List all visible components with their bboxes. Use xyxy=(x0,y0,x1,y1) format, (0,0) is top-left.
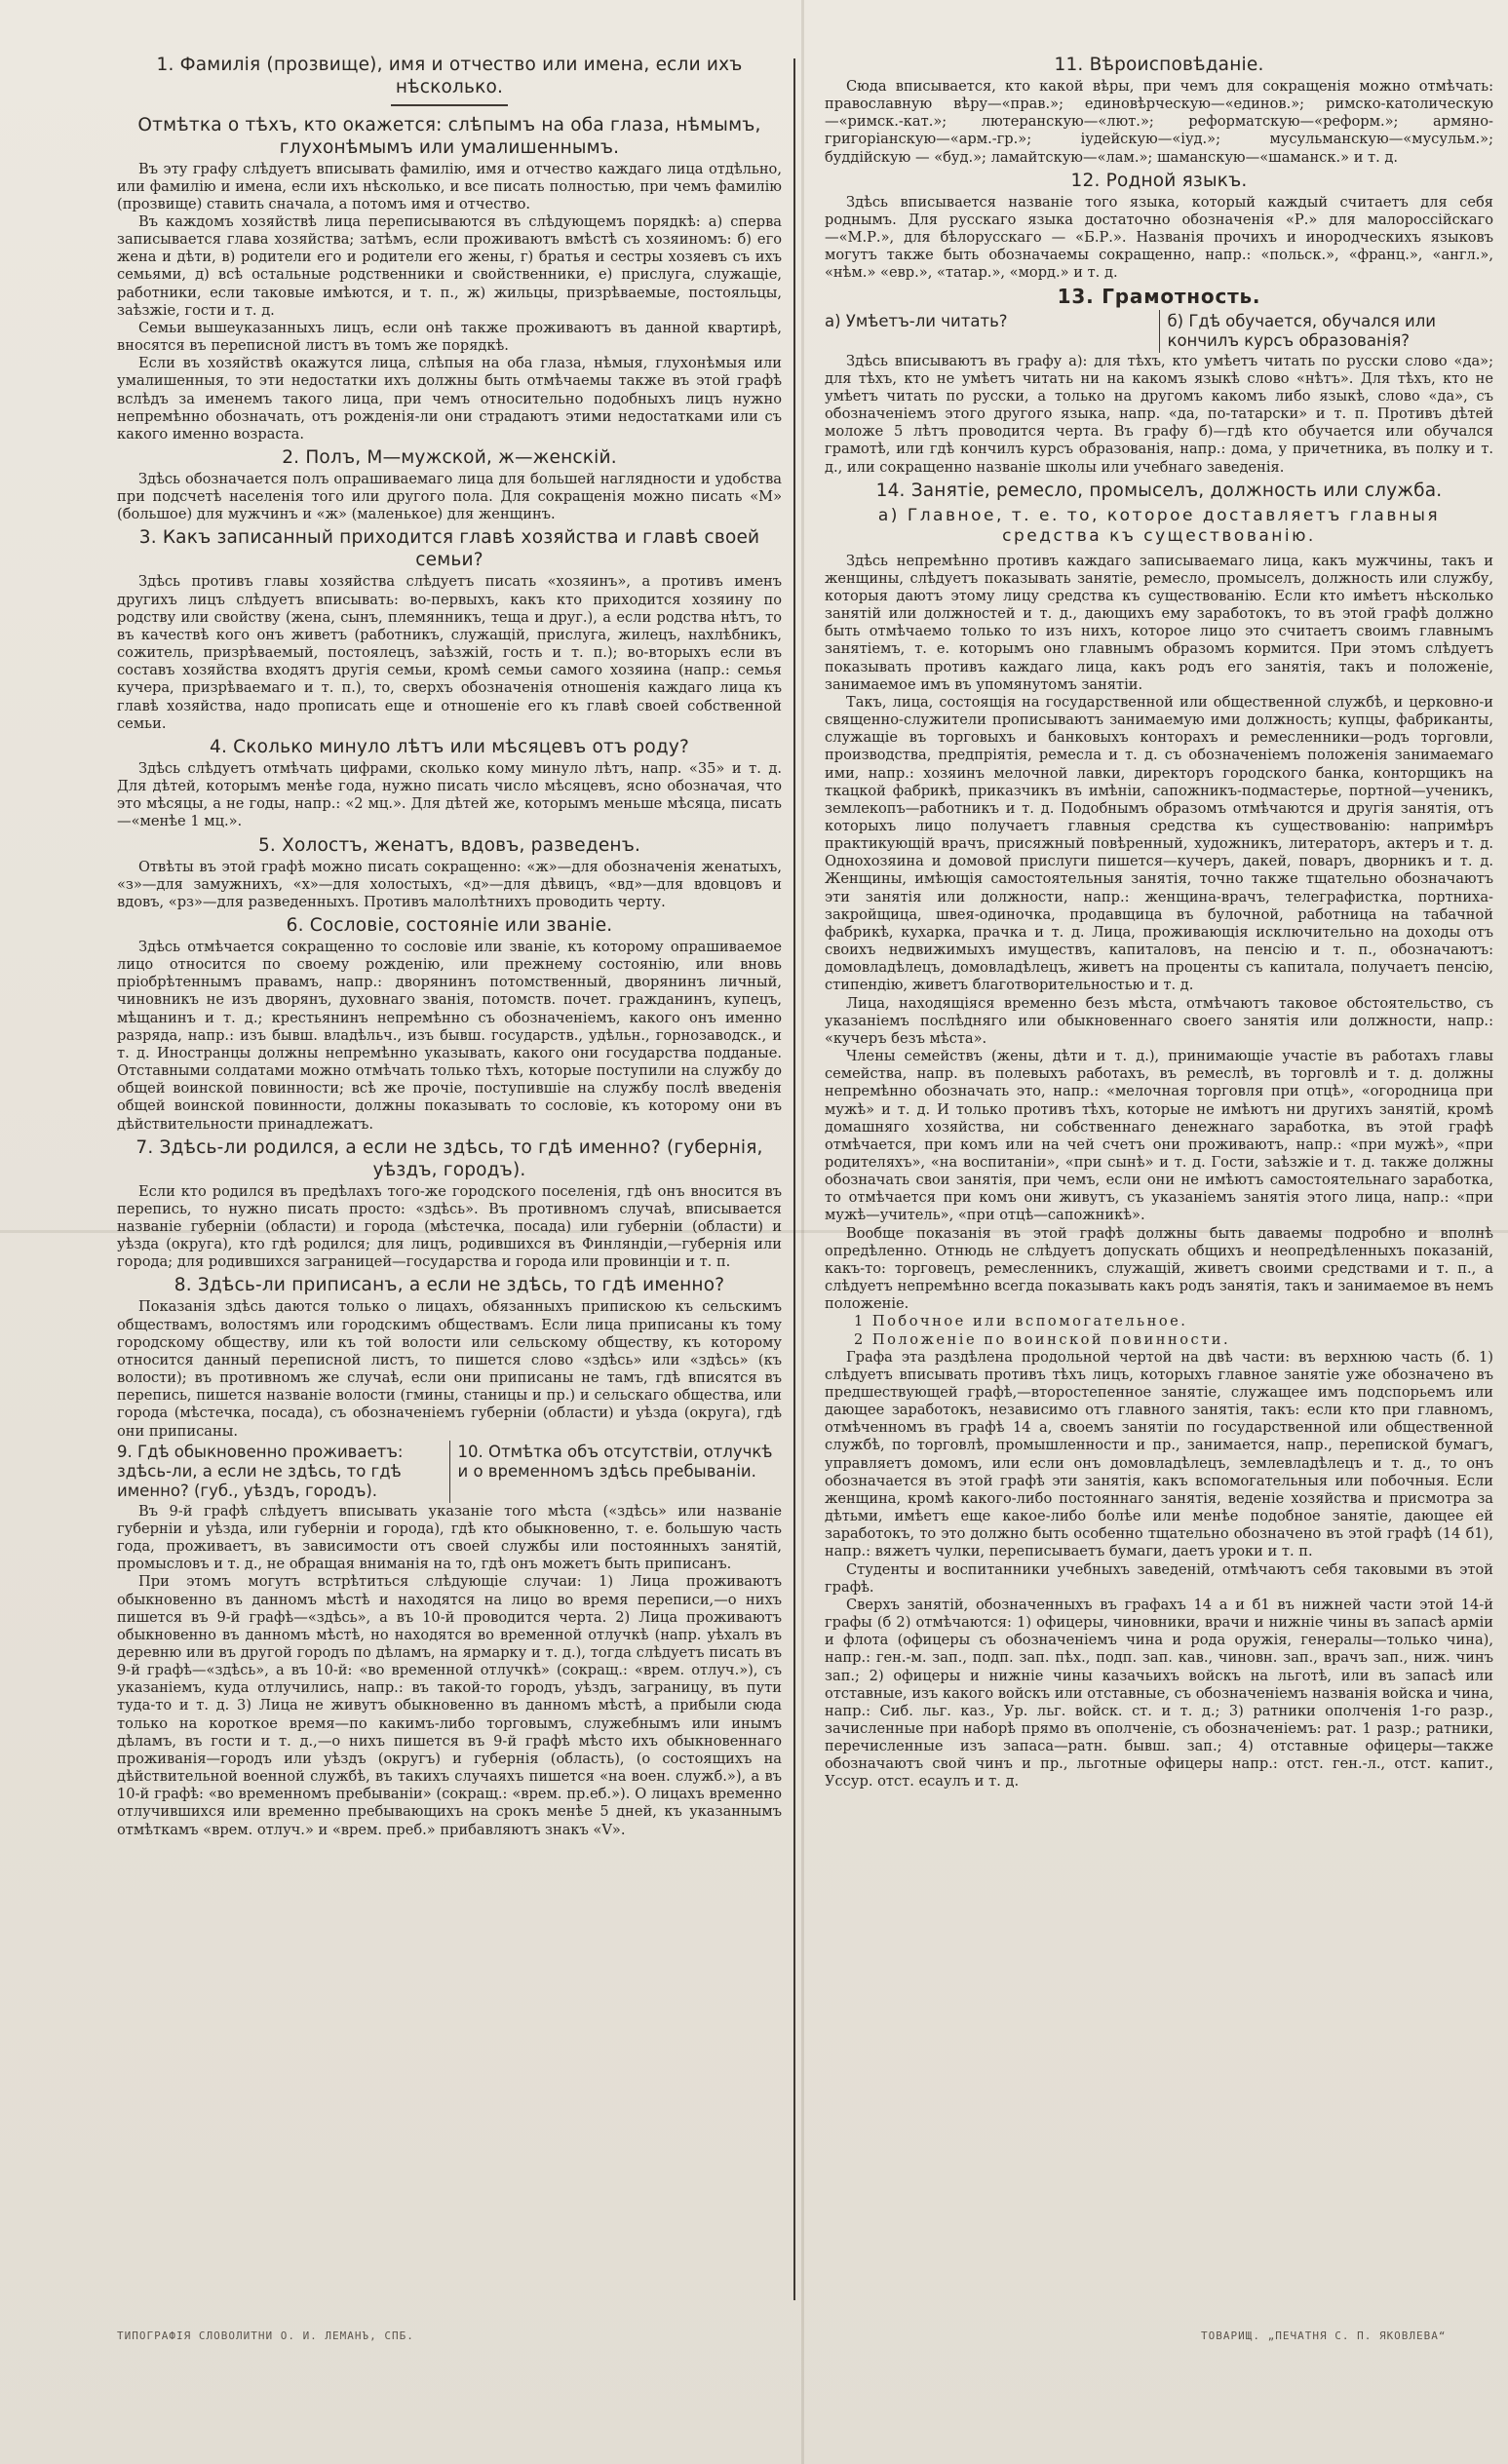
printer-imprint-left: ТИПОГРАФІЯ СЛОВОЛИТНИ О. И. ЛЕМАНЪ, СПБ. xyxy=(117,2329,414,2342)
column-divider xyxy=(793,58,795,2300)
section-14-title: 14. Занятіе, ремесло, промыселъ, должность или служба. xyxy=(875,480,1443,501)
section-14-paragraph: Вообще показанія въ этой графѣ должны быть даваемы подробно и вполнѣ опредѣленно. Отнюдь не слѣдуетъ допускать общихъ и неопредѣленныхъ показаній, какъ-то: торговецъ, ремесленникъ, служащій, живетъ своими средствами и т. п., а слѣдуетъ непремѣнно всегда показывать какъ родъ занятія, такъ и занимаемое въ немъ положеніе. xyxy=(825,1224,1493,1313)
section-8-title: 8. Здѣсь-ли приписанъ, а если не здѣсь, то гдѣ именно? xyxy=(174,1275,725,1296)
section-7-paragraph: Если кто родился въ предѣлахъ того-же городского поселенія, гдѣ онъ вносится въ перепись, то нужно писать просто: «здѣсь». Въ противномъ случаѣ, вписывается названіе губерніи (области) и города (мѣстечка, посада) или губерніи (области) и уѣзда (округа), кто гдѣ родился; для лицъ, родившихся въ Финляндіи,—губернія или города; для родившихся заграницей—государства и города или провинціи и т. п. xyxy=(117,1182,782,1271)
left-column xyxy=(117,51,782,2314)
section-7-title: 7. Здѣсь-ли родился, а если не здѣсь, то гдѣ именно? (губернія, уѣздъ, городъ). xyxy=(135,1136,763,1180)
section-2-title: 2. Полъ, М—мужской, ж—женскій. xyxy=(282,447,617,468)
section-5-paragraph: Отвѣты въ этой графѣ можно писать сокращенно: «ж»—для обозначенія женатыхъ, «з»—для замужнихъ, «х»—для холостыхъ, «д»—для дѣвицъ, «вд»—для вдовцовъ и вдовъ, «рз»—для разведенныхъ. Противъ малолѣтнихъ проводить черту. xyxy=(117,858,782,910)
section-14-paragraph: Лица, находящіяся временно безъ мѣста, отмѣчаютъ таковое обстоятельство, съ указаніемъ послѣдняго или обыкновеннаго своего занятія или должности, напр.: «кучеръ безъ мѣста». xyxy=(825,994,1493,1047)
section-1-subtitle: Отмѣтка о тѣхъ, кто окажется: слѣпымъ на оба глаза, нѣмымъ, глухонѣмымъ или умалишеннымъ. xyxy=(137,114,761,158)
section-13a-title: а) Умѣетъ-ли читать? xyxy=(825,311,1008,330)
section-rule xyxy=(391,104,508,106)
section-13b-title: б) Гдѣ обучается, обучался или кончилъ курсъ образованія? xyxy=(1167,311,1436,350)
section-10-title: 10. Отмѣтка объ отсутствіи, отлучкѣ и о временномъ здѣсь пребываніи. xyxy=(457,1442,773,1481)
section-6-paragraph: Здѣсь отмѣчается сокращенно то сословіе или званіе, къ которому опрашиваемое лицо относится по своему рожденію, или прежнему состоянію, или вновь пріобрѣтеннымъ правамъ, напр.: дворянинъ потомственный, дворянинъ личный, чиновникъ не изъ дворянъ, духовнаго званія, потомств. почет. гражданинъ, купецъ, мѣщанинъ и т. д.; крестьянинъ непремѣнно съ обозначеніемъ, какого онъ именно разряда, напр.: изъ бывш. владѣльч., изъ бывш. государств., удѣльн., горнозаводск., и т. д. Иностранцы должны непремѣнно указывать, какого они государства подданые. Отставными солдатами можно отмѣчать только тѣхъ, которые поступили на службу до общей воинской повинности; всѣ же прочіе, поступившіе на службу послѣ введенія общей воинской повинности, должны показывать то сословіе, къ которому они въ дѣйствительности принадлежатъ. xyxy=(117,938,782,1133)
section-3-title: 3. Какъ записанный приходится главѣ хозяйства и главѣ своей семьи? xyxy=(138,527,760,571)
section-3-paragraph: Здѣсь противъ главы хозяйства слѣдуетъ писать «хозяинъ», а противъ именъ другихъ лицъ слѣдуетъ вписывать: во-первыхъ, какъ кто приходится хозяину по родству или свойству (жена, сынъ, племянникъ, теща и друг.), а если родства нѣтъ, то въ качествѣ кого онъ живетъ (работникъ, служащій, прислуга, жилецъ, нахлѣбникъ, сожитель, призрѣваемый, постоялецъ, заѣзжій, гость и т. п.); во-вторыхъ если въ составъ хозяйства входятъ другія семьи, кромѣ семьи самого хозяина (напр.: семья кучера, призрѣваемаго и т. п.), то, сверхъ обозначенія отношенія каждаго лица къ главѣ хозяйства, надо прописать еще и отношеніе его къ главѣ своей собственной семьи. xyxy=(117,573,782,732)
section-9-10-header xyxy=(117,1441,782,1503)
section-14-paragraph: Члены семействъ (жены, дѣти и т. д.), принимающіе участіе въ работахъ главы семейства, напр. въ полевыхъ работахъ, въ ремеслѣ, въ торговлѣ и т. д. должны непремѣнно обозначать это, напр.: «мелочная торговля при отцѣ», «огородница при мужѣ» и т. д. И только противъ тѣхъ, которые не имѣютъ ни другихъ занятій, кромѣ домашняго хозяйства, ни собственнаго денежнаго заработка, въ этой графѣ отмѣчается, при комъ или на чей счетъ они проживаютъ, напр.: «при мужѣ», «при родителяхъ», «на воспитаніи», «при сынѣ» и т. д. Гости, заѣзжіе и т. д. также должны обозначать свои занятія, при чемъ, если они не имѣютъ самостоятельнаго заработка, то отмѣчается при комъ они живутъ, съ указаніемъ занятія этого лица, напр.: «при мужѣ—учитель», «при отцѣ—сапожникѣ». xyxy=(825,1048,1493,1224)
section-12-title: 12. Родной языкъ. xyxy=(1070,170,1248,191)
section-9-paragraph: Въ 9-й графѣ слѣдуетъ вписывать указаніе того мѣста («здѣсь» или названіе губерніи и уѣзда, или губерніи и города), гдѣ кто обыкновенно, т. е. большую часть года, проживаетъ, въ зависимости отъ своей службы или постоянныхъ занятій, промысловъ и т. д., не обращая вниманія на то, гдѣ онъ можетъ быть приписанъ. xyxy=(117,1502,782,1573)
right-column xyxy=(825,51,1493,2314)
section-8-paragraph: Показанія здѣсь даются только о лицахъ, обязанныхъ припискою къ сельскимъ обществамъ, волостямъ или городскимъ обществамъ. Если лица приписаны къ тому городскому обществу, или къ той волости или сельскому обществу, къ которому относится данный переписной листъ, то пишется слово «здѣсь» или «здѣсь» (къ волости); въ противномъ же случаѣ, если они приписаны не тамъ, гдѣ вписятся въ перепись, пишется названіе волости (гмины, станицы и пр.) и сельскаго общества, или города (мѣстечка, посада), съ обозначеніемъ губерніи (области) и уѣзда (округа), гдѣ они приписаны. xyxy=(117,1298,782,1440)
section-4-paragraph: Здѣсь слѣдуетъ отмѣчать цифрами, сколько кому минуло лѣтъ, напр. «35» и т. д. Для дѣтей, которымъ менѣе года, нужно писать число мѣсяцевъ, ясно обозначая, что это мѣсяцы, а не годы, напр.: «2 мц.». Для дѣтей же, которымъ меньше мѣсяца, писать—«менѣе 1 мц.». xyxy=(117,759,782,830)
section-9-paragraph: При этомъ могутъ встрѣтиться слѣдующіе случаи: 1) Лица проживаютъ обыкновенно въ данномъ мѣстѣ и находятся на лицо во время переписи,—о нихъ пишется въ 9-й графѣ—«здѣсь», а въ 10-й проводится черта. 2) Лица проживаютъ обыкновенно въ данномъ мѣстѣ, но находятся во временной отлучкѣ (напр. уѣхалъ въ деревню или въ другой городъ по дѣламъ, на ярмарку и т. д.), тогда слѣдуетъ писать въ 9-й графѣ—«здѣсь», а въ 10-й: «во временной отлучкѣ» (сокращ.: «врем. отлуч.»), съ указаніемъ, куда отлучились, напр.: въ такой-то городъ, уѣздъ, заграницу, въ пути туда-то и т. д. 3) Лица не живутъ обыкновенно въ данномъ мѣстѣ, а прибыли сюда только на короткое время—по какимъ-либо торговымъ, служебнымъ или инымъ дѣламъ, въ гости и т. д.,—о нихъ пишется въ 9-й графѣ мѣсто ихъ обыкновеннаго проживанія—городъ или уѣздъ (округъ) и губернія (область), (о состоящихъ на дѣйствительной военной службѣ, въ такихъ случаяхъ пишется «на воен. служб.»), а въ 10-й графѣ: «во временномъ пребываніи» (сокращ.: «врем. пр.еб.»). О лицахъ временно отлучившихся или временно пребывающихъ на срокъ менѣе 5 дней, къ указаннымъ отмѣткамъ «врем. отлуч.» и «врем. преб.» прибавляютъ знакъ «V». xyxy=(117,1573,782,1838)
section-14-paragraph: Графа эта раздѣлена продольной чертой на двѣ части: въ верхнюю часть (б. 1) слѣдуетъ вписывать противъ тѣхъ лицъ, которыхъ главное занятіе уже обозначено въ предшествующей графѣ,—второстепенное занятіе, служащее имъ подспорьемъ или дающее заработокъ, независимо отъ главного занятія, такъ: если кто при главномъ, отмѣченномъ въ графѣ 14 а, своемъ занятіи по государственной или общественной службѣ, по торговлѣ, промышленности и пр., занимается, напр., перепиской бумагъ, управляетъ домомъ, или если онъ домовладѣлецъ, землевладѣлецъ и т. д., то онъ обозначается въ этой графѣ эти занятія, какъ вспомогательныя или побочныя. Если женщина, кромѣ какого-либо постояннаго занятія, веденіе хозяйства и присмотра за дѣтьми, имѣетъ еще какое-либо болѣе или менѣе подобное занятіе, дающее ей заработокъ, то это должно быть особенно тщательно обозначено въ этой графѣ (14 б1), напр.: вяжетъ чулки, переписываетъ бумаги, даетъ уроки и т. п. xyxy=(825,1348,1493,1560)
section-6-title: 6. Сословіе, состояніе или званіе. xyxy=(286,914,613,936)
section-12-paragraph: Здѣсь вписывается названіе того языка, который каждый считаетъ для себя роднымъ. Для русскаго языка достаточно обозначенія «Р.» для малороссійскаго—«М.Р.», для бѣлорусскаго — «Б.Р.». Названія прочихъ и инородческихъ языковъ могутъ также быть обозначаемы сокращенно, напр.: «польск.», «франц.», «англ.», «нѣм.» «евр.», «татар.», «морд.» и т. д. xyxy=(825,193,1493,282)
section-14a-title: а) Главное, т. е. то, которое доставляетъ главныя средства къ существованію. xyxy=(877,505,1441,546)
section-14-paragraph: Здѣсь непремѣнно противъ каждаго записываемаго лица, какъ мужчины, такъ и женщины, слѣдуетъ показывать занятіе, ремесло, промыселъ, должность или службу, которыя даютъ этому лицу средства къ существованію. Если кто имѣетъ нѣсколько занятій или должностей и т. д., дающихъ ему заработокъ, то въ этой графѣ должно быть отмѣчаемо только то изъ нихъ, которое лицо это считаетъ своимъ главнымъ занятіемъ, т. е. которымъ оно главнымъ образомъ кормится. При этомъ слѣдуетъ показывать противъ каждаго лица, какъ родъ его занятія, такъ и положеніе, занимаемое имъ въ упомянутомъ занятіи. xyxy=(825,552,1493,693)
section-1-paragraph: Въ каждомъ хозяйствѣ лица переписываются въ слѣдующемъ порядкѣ: а) сперва записывается глава хозяйства; затѣмъ, если проживаютъ вмѣстѣ съ хозяиномъ: б) его жена и дѣти, в) родители его и родители его жены, г) братья и сестры хозяевъ съ ихъ семьями, д) всѣ остальные родственники и свойственники, е) прислуга, служащіе, работники, если таковые имѣются, и т. п., ж) жильцы, призрѣваемые, постояльцы, заѣзжіе, гости и т. д. xyxy=(117,212,782,319)
section-13-paragraph: Здѣсь вписываютъ въ графу а): для тѣхъ, кто умѣетъ читать по русски слово «да»; для тѣхъ, кто не умѣетъ читать ни на какомъ языкѣ слово «нѣтъ». Для тѣхъ, кто не умѣетъ читать по русски, а только на другомъ какомъ либо языкѣ, слово «да», съ обозначеніемъ этого другого языка, напр. «да, по-татарски» и т. п. Противъ дѣтей моложе 5 лѣтъ проводится черта. Въ графу б)—гдѣ кто обучается или обучался грамотѣ, или гдѣ кончилъ курсъ образованія, напр.: дома, у причетника, въ полку и т. д., или сокращенно названіе школы или учебнаго заведенія. xyxy=(825,352,1493,476)
section-1-paragraph: Въ эту графу слѣдуетъ вписывать фамилію, имя и отчество каждаго лица отдѣльно, или фамилію и имена, если ихъ нѣсколько, и все писать полностью, при чемъ фамилію (прозвище) ставить сначала, а потомъ имя и отчество. xyxy=(117,160,782,212)
section-5-title: 5. Холостъ, женатъ, вдовъ, разведенъ. xyxy=(257,834,641,856)
section-14b-item-1: 1 Побочное или вспомогательное. xyxy=(854,1313,1188,1330)
printer-imprint-right: ТОВАРИЩ. „ПЕЧАТНЯ С. П. ЯКОВЛЕВА“ xyxy=(1201,2329,1447,2342)
section-13-subheader xyxy=(825,310,1493,353)
section-14b-item-2: 2 Положеніе по воинской повинности. xyxy=(854,1330,1231,1348)
section-1-paragraph: Если въ хозяйствѣ окажутся лица, слѣпыя на оба глаза, нѣмыя, глухонѣмыя или умалишенныя, то эти недостатки ихъ должны быть отмѣчаемы также въ этой графѣ вслѣдъ за именемъ такого лица, при чемъ относительно подобныхъ лицъ нужно непремѣнно обозначать, отъ рожденія-ли они страдаютъ этими недостатками или съ какого именно возраста. xyxy=(117,355,782,443)
section-13-title: 13. Грамотность. xyxy=(1057,284,1261,308)
section-2-paragraph: Здѣсь обозначается полъ опрашиваемаго лица для большей наглядности и удобства при подсчетѣ населенія того или другого пола. Для сокращенія можно писать «М» (большое) для мужчинъ и «ж» (маленькое) для женщинъ. xyxy=(117,471,782,523)
section-1-title: 1. Фамилія (прозвище), имя и отчество или имена, если ихъ нѣсколько. xyxy=(156,55,743,97)
section-14-paragraph: Сверхъ занятій, обозначенныхъ въ графахъ 14 а и б1 въ нижней части этой 14-й графы (б 2) отмѣчаются: 1) офицеры, чиновники, врачи и нижніе чины въ запасѣ арміи и флота (офицеры съ обозначеніемъ чина и рода оружія, генералы—только чина), напр.: ген.-м. зап., подп. зап. пѣх., подп. зап. кав., чиновн. зап., врачъ зап., ниж. чинъ зап.; 2) офицеры и нижніе чины казачьихъ войскъ на льготѣ, или въ запасѣ или отставные, изъ какого войскъ или отставные, съ обозначеніемъ названія войска и чина, напр.: Сиб. льг. каз., Ур. льг. войск. ст. и т. д.; 3) ратники ополченія 1-го разр., зачисленные при наборѣ прямо въ ополченіе, съ обозначеніемъ: рат. 1 разр.; ратники, перечисленные изъ запаса—ратн. бывш. зап.; 4) отставные офицеры—также обозначаютъ свой чинъ и пр., льготные офицеры напр.: отст. ген.-л., отст. капит., Уссур. отст. есаулъ и т. д. xyxy=(825,1596,1493,1790)
section-9-title: 9. Гдѣ обыкновенно проживаетъ: здѣсь-ли, а если не здѣсь, то гдѣ именно? (губ., уѣздъ, городъ). xyxy=(117,1442,404,1500)
section-11-paragraph: Сюда вписывается, кто какой вѣры, при чемъ для сокращенія можно отмѣчать: православную вѣру—«прав.»; единовѣрческую—«единов.»; римско-католическую—«римск.-кат.»; лютеранскую—«лют.»; реформатскую—«реформ.»; армяно-григоріанскую—«арм.-гр.»; іудейскую—«іуд.»; мусульманскую—«мусульм.»; буддійскую — «буд.»; ламайтскую—«лам.»; шаманскую—«шаманск.» и т. д. xyxy=(825,78,1493,166)
section-4-title: 4. Сколько минуло лѣтъ или мѣсяцевъ отъ роду? xyxy=(209,736,689,757)
section-14-paragraph: Студенты и воспитанники учебныхъ заведеній, отмѣчаютъ себя таковыми въ этой графѣ. xyxy=(825,1560,1493,1596)
section-11-title: 11. Вѣроисповѣданіе. xyxy=(1054,55,1264,75)
section-1-paragraph: Семьи вышеуказанныхъ лицъ, если онѣ также проживаютъ въ данной квартирѣ, вносятся въ переписной листъ въ томъ же порядкѣ. xyxy=(117,319,782,355)
section-14-paragraph: Такъ, лица, состоящія на государственной или общественной службѣ, и церковно-и священно-служители прописываютъ занимаемую ими должность; купцы, фабриканты, служащіе въ торговыхъ и банковыхъ конторахъ и ремесленники—родъ торговли, производства, предпріятія, ремесла и т. д. съ обозначеніемъ положенія занимаемаго ими, напр.: хозяинъ мелочной лавки, директоръ городского банка, конторщикъ на ткацкой фабрикѣ, приказчикъ въ имѣніи, сапожникъ-подмастерье, портной—ученикъ, землекопъ—работникъ и т. д. Подобнымъ образомъ отмѣчаются и другія занятія, отъ которыхъ лицо получаетъ главныя средства къ существованію: напримѣръ практикующій врачъ, присяжный повѣренный, художникъ, литераторъ, актеръ и т. д. Однохозяина и домовой прислуги пишется—кучеръ, дакей, поваръ, дворникъ и т. д. Женщины, имѣющія самостоятельныя занятія, точно также тщательно обозначаютъ эти занятія или должности, напр.: женщина-врачъ, телеграфистка, портниха-закройщица, швея-одиночка, продавщица въ булочной, работница на табачной фабрикѣ, кухарка, прачка и т. д. Лица, проживающія исключительно на доходы отъ своихъ недвижимыхъ имуществъ, капиталовъ, на пенсію и т. п., обозначаютъ: домовладѣлецъ, домовладѣлецъ, живетъ на проценты съ капитала, получаетъ пенсію, стипендію, живетъ благотворительностью и т. д. xyxy=(825,693,1493,994)
